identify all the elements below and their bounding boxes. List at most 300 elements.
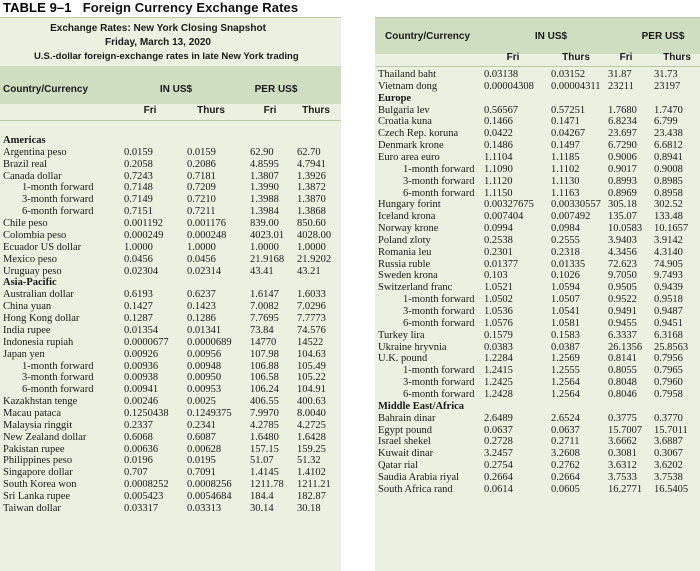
per-usd-fri: 7.7695 <box>250 313 279 325</box>
currency-name: Taiwan dollar <box>3 502 61 514</box>
per-usd-thurs: 23197 <box>654 80 681 92</box>
table-row <box>0 420 341 432</box>
currency-name: 3-month forward <box>403 306 475 317</box>
currency-name: Vietnam dong <box>378 80 438 92</box>
per-usd-thurs: 6.799 <box>654 116 678 128</box>
per-usd-thurs: 1.3926 <box>297 170 326 182</box>
per-usd-thurs: 10.1657 <box>654 223 689 235</box>
in-usd-thurs: 1.2564 <box>551 388 580 400</box>
table-row <box>375 105 700 117</box>
table-row <box>0 230 341 242</box>
in-usd-thurs: 0.0195 <box>187 455 216 467</box>
per-usd-thurs: 104.91 <box>297 384 326 396</box>
table-row <box>375 140 700 152</box>
per-usd-fri: 0.3775 <box>608 412 637 424</box>
currency-name: Brazil real <box>3 158 48 170</box>
currency-name: 6-month forward <box>403 317 475 329</box>
section-header <box>0 277 341 289</box>
table-row <box>375 247 700 259</box>
currency-name: Macau pataca <box>3 408 62 419</box>
left-header-in-usd: IN US$ <box>159 84 193 95</box>
in-usd-fri: 0.02304 <box>124 265 159 277</box>
per-usd-fri: 0.8055 <box>608 365 637 377</box>
per-usd-fri: 51.07 <box>250 455 274 467</box>
in-usd-fri: 0.01377 <box>484 258 519 270</box>
per-usd-thurs: 0.8985 <box>654 175 683 187</box>
per-usd-thurs: 4028.00 <box>297 229 332 241</box>
per-usd-thurs: 104.63 <box>297 348 326 360</box>
in-usd-thurs: 0.2086 <box>187 158 216 170</box>
in-usd-fri: 1.2425 <box>484 377 513 389</box>
table-row <box>0 289 341 301</box>
currency-name: 3-month forward <box>22 372 94 384</box>
in-usd-fri: 0.0614 <box>484 483 513 495</box>
in-usd-fri: 1.2284 <box>484 353 513 365</box>
per-usd-thurs: 0.9487 <box>654 306 683 317</box>
table-heading: Foreign Currency Exchange Rates <box>82 0 299 15</box>
table-row <box>375 436 700 448</box>
in-usd-thurs: 0.7209 <box>187 182 216 194</box>
per-usd-fri: 1211.78 <box>250 479 284 491</box>
in-usd-thurs: 1.0541 <box>551 306 580 317</box>
table-row <box>0 349 341 361</box>
in-usd-fri: 0.2337 <box>124 419 153 431</box>
per-usd-fri: 4.3456 <box>608 246 637 258</box>
in-usd-fri: 0.7149 <box>124 194 153 206</box>
in-usd-fri: 0.01354 <box>124 324 159 336</box>
in-usd-fri: 0.2538 <box>484 234 513 246</box>
per-usd-thurs: 0.8958 <box>654 187 683 199</box>
per-usd-fri: 21.9168 <box>250 253 285 265</box>
in-usd-thurs: 1.1163 <box>551 187 580 199</box>
in-usd-thurs: 1.2555 <box>551 365 580 377</box>
per-usd-thurs: 1.3870 <box>297 194 326 206</box>
currency-name: Ecuador US dollar <box>3 241 82 253</box>
in-usd-fri: 1.0536 <box>484 306 513 317</box>
per-usd-fri: 23.697 <box>608 128 637 140</box>
in-usd-thurs: 0.2711 <box>551 436 580 448</box>
in-usd-fri: 1.2428 <box>484 388 513 400</box>
per-usd-thurs: 51.32 <box>297 455 321 467</box>
in-usd-thurs: 0.007492 <box>551 211 591 223</box>
in-usd-thurs: 0.0025 <box>187 396 216 408</box>
in-usd-thurs: 0.0000689 <box>187 336 232 348</box>
right-header-in-thurs: Thurs <box>562 52 590 63</box>
in-usd-thurs: 0.2664 <box>551 471 580 483</box>
per-usd-thurs: 850.60 <box>297 218 326 230</box>
in-usd-fri: 0.7148 <box>124 182 153 194</box>
left-header-rule <box>0 120 341 121</box>
in-usd-fri: 0.00636 <box>124 443 159 455</box>
currency-name: 3-month forward <box>22 194 94 206</box>
per-usd-thurs: 1.6033 <box>297 289 326 301</box>
table-row <box>375 318 700 330</box>
table-row <box>0 147 341 159</box>
in-usd-fri: 0.007404 <box>484 211 524 223</box>
in-usd-thurs: 0.7181 <box>187 170 216 182</box>
in-usd-thurs: 0.1286 <box>187 313 216 325</box>
in-usd-fri: 1.0521 <box>484 282 513 294</box>
table-row <box>0 491 341 503</box>
right-header-per-usd: PER US$ <box>641 31 685 42</box>
in-usd-fri: 0.0456 <box>124 253 153 265</box>
per-usd-thurs: 105.49 <box>297 360 326 372</box>
currency-name: Euro area euro <box>378 151 440 163</box>
table-row <box>375 472 700 484</box>
per-usd-fri: 106.58 <box>250 372 279 384</box>
in-usd-fri: 0.00327675 <box>484 199 534 211</box>
in-usd-fri: 0.2754 <box>484 460 513 472</box>
in-usd-fri: 0.00936 <box>124 360 159 372</box>
per-usd-thurs: 133.48 <box>654 211 683 223</box>
currency-name: South Korea won <box>3 479 77 491</box>
caption-line-2: Friday, March 13, 2020 <box>105 37 211 48</box>
in-usd-thurs: 2.6524 <box>551 412 580 424</box>
in-usd-thurs: 3.2608 <box>551 448 580 460</box>
per-usd-thurs: 302.52 <box>654 199 683 211</box>
currency-name: 6-month forward <box>403 388 475 400</box>
in-usd-thurs: 0.00628 <box>187 443 222 455</box>
table-row <box>0 337 341 349</box>
per-usd-fri: 0.9505 <box>608 282 637 294</box>
left-header-per-thurs: Thurs <box>302 105 330 116</box>
per-usd-fri: 1.3988 <box>250 194 279 206</box>
currency-name: 3-month forward <box>403 377 475 389</box>
per-usd-thurs: 30.18 <box>297 502 321 514</box>
in-usd-thurs: 0.6087 <box>187 431 216 443</box>
in-usd-thurs: 0.0054684 <box>187 491 232 503</box>
currency-name: Bahrain dinar <box>378 412 436 424</box>
in-usd-thurs: 1.2569 <box>551 353 580 365</box>
table-row <box>0 408 341 420</box>
right-header-per-fri: Fri <box>619 52 633 63</box>
in-usd-fri: 1.0576 <box>484 317 513 329</box>
currency-name: Croatia kuna <box>378 116 432 128</box>
in-usd-fri: 0.2058 <box>124 158 153 170</box>
per-usd-fri: 184.4 <box>250 491 274 503</box>
per-usd-thurs: 0.9518 <box>654 294 683 306</box>
currency-name: Philippines peso <box>3 455 73 467</box>
currency-name: 1-month forward <box>22 182 94 194</box>
in-usd-fri: 0.00938 <box>124 372 159 384</box>
per-usd-thurs: 23.438 <box>654 128 683 140</box>
per-usd-thurs: 25.8563 <box>654 341 689 353</box>
in-usd-fri: 1.1104 <box>484 151 513 163</box>
in-usd-fri: 1.0502 <box>484 294 513 306</box>
in-usd-fri: 2.6489 <box>484 412 513 424</box>
right-header-per-thurs: Thurs <box>663 52 691 63</box>
table-row <box>0 503 341 515</box>
per-usd-thurs: 8.0040 <box>297 408 326 419</box>
in-usd-thurs: 0.1249375 <box>187 408 232 419</box>
per-usd-fri: 4023.01 <box>250 229 285 241</box>
left-table-panel <box>0 17 341 571</box>
per-usd-fri: 406.55 <box>250 396 279 408</box>
currency-name: 1-month forward <box>403 163 475 175</box>
in-usd-thurs: 1.0507 <box>551 294 580 306</box>
table-row <box>0 206 341 218</box>
in-usd-thurs: 0.2555 <box>551 234 580 246</box>
per-usd-thurs: 0.8941 <box>654 151 683 163</box>
per-usd-fri: 31.87 <box>608 69 632 80</box>
table-row <box>0 455 341 467</box>
section-label: Middle East/Africa <box>378 400 465 412</box>
in-usd-fri: 0.7243 <box>124 170 153 182</box>
currency-name: 6-month forward <box>403 187 475 199</box>
per-usd-thurs: 31.73 <box>654 69 678 80</box>
in-usd-fri: 0.0422 <box>484 128 513 140</box>
per-usd-fri: 0.8141 <box>608 353 637 365</box>
table-row <box>375 448 700 460</box>
table-row <box>0 194 341 206</box>
per-usd-fri: 9.7050 <box>608 270 637 282</box>
currency-name: Hungary forint <box>378 199 441 211</box>
per-usd-fri: 107.98 <box>250 348 279 360</box>
per-usd-thurs: 4.7941 <box>297 158 326 170</box>
caption-line-3: U.S.-dollar foreign-exchange rates in late New York trading <box>34 51 299 62</box>
per-usd-fri: 6.8234 <box>608 116 637 128</box>
table-row <box>375 306 700 318</box>
in-usd-fri: 0.56567 <box>484 104 519 116</box>
in-usd-thurs: 0.0159 <box>187 146 216 158</box>
currency-name: China yuan <box>3 301 52 313</box>
in-usd-thurs: 0.04267 <box>551 128 586 140</box>
table-row <box>0 182 341 194</box>
per-usd-fri: 106.88 <box>250 360 279 372</box>
per-usd-fri: 26.1356 <box>608 341 643 353</box>
table-row <box>0 384 341 396</box>
per-usd-fri: 7.9970 <box>250 408 279 419</box>
currency-name: Argentina peso <box>3 146 67 158</box>
in-usd-fri: 0.2301 <box>484 246 513 258</box>
currency-name: Denmark krone <box>378 140 444 152</box>
per-usd-fri: 6.3337 <box>608 329 637 341</box>
currency-name: U.K. pound <box>378 353 428 365</box>
per-usd-thurs: 74.576 <box>297 324 326 336</box>
currency-name: Singapore dollar <box>3 467 73 479</box>
in-usd-thurs: 0.6237 <box>187 289 216 301</box>
per-usd-fri: 10.0583 <box>608 223 643 235</box>
in-usd-fri: 0.00926 <box>124 348 159 360</box>
in-usd-fri: 0.0383 <box>484 341 513 353</box>
in-usd-thurs: 1.1130 <box>551 175 580 187</box>
per-usd-fri: 0.9017 <box>608 163 637 175</box>
currency-name: Saudia Arabia riyal <box>378 471 460 483</box>
currency-name: Turkey lira <box>378 329 425 341</box>
in-usd-thurs: 0.000248 <box>187 229 227 241</box>
table-row <box>375 223 700 235</box>
per-usd-fri: 1.3990 <box>250 182 279 194</box>
per-usd-fri: 1.6147 <box>250 289 279 301</box>
per-usd-thurs: 0.7960 <box>654 377 683 389</box>
table-row <box>375 199 700 211</box>
table-row <box>0 432 341 444</box>
in-usd-fri: 0.0159 <box>124 146 153 158</box>
currency-name: Sweden krona <box>378 270 438 282</box>
per-usd-fri: 3.9403 <box>608 234 637 246</box>
table-row <box>375 342 700 354</box>
table-row <box>375 235 700 247</box>
table-row <box>375 188 700 200</box>
in-usd-thurs: 0.57251 <box>551 104 586 116</box>
per-usd-thurs: 3.7538 <box>654 471 683 483</box>
table-row <box>375 81 700 93</box>
currency-name: Mexico peso <box>3 253 57 265</box>
per-usd-thurs: 1.4102 <box>297 467 326 479</box>
in-usd-thurs: 0.001176 <box>187 218 226 230</box>
left-header-per-fri: Fri <box>263 105 277 116</box>
table-row <box>0 242 341 254</box>
in-usd-fri: 0.005423 <box>124 491 164 503</box>
per-usd-thurs: 3.6887 <box>654 436 683 448</box>
currency-name: Switzerland franc <box>378 282 453 294</box>
currency-name: Norway krone <box>378 223 439 235</box>
in-usd-thurs: 0.2341 <box>187 419 216 431</box>
in-usd-fri: 0.03138 <box>484 69 519 80</box>
table-row <box>375 353 700 365</box>
per-usd-fri: 43.41 <box>250 265 274 277</box>
in-usd-fri: 0.1427 <box>124 301 153 313</box>
table-row <box>375 116 700 128</box>
left-header-per-usd: PER US$ <box>254 84 298 95</box>
table-row <box>0 266 341 278</box>
in-usd-fri: 0.103 <box>484 270 508 282</box>
table-row <box>375 69 700 81</box>
per-usd-thurs: 1211.21 <box>297 479 331 491</box>
in-usd-thurs: 0.0637 <box>551 424 580 436</box>
currency-name: 3-month forward <box>403 175 475 187</box>
per-usd-thurs: 14522 <box>297 336 324 348</box>
per-usd-fri: 3.6662 <box>608 436 637 448</box>
table-row <box>0 254 341 266</box>
currency-name: Poland zloty <box>378 234 431 246</box>
currency-name: Uruguay peso <box>3 265 62 277</box>
per-usd-fri: 0.8048 <box>608 377 637 389</box>
in-usd-fri: 0.6068 <box>124 431 153 443</box>
in-usd-fri: 0.00941 <box>124 384 159 396</box>
per-usd-fri: 0.9455 <box>608 317 637 329</box>
per-usd-fri: 14770 <box>250 336 277 348</box>
per-usd-thurs: 105.22 <box>297 372 326 384</box>
in-usd-fri: 0.7151 <box>124 206 153 218</box>
in-usd-thurs: 0.01341 <box>187 324 222 336</box>
in-usd-thurs: 0.7210 <box>187 194 216 206</box>
right-header-country: Country/Currency <box>385 31 471 42</box>
in-usd-thurs: 1.1185 <box>551 151 580 163</box>
per-usd-fri: 0.9006 <box>608 151 637 163</box>
currency-name: Kuwait dinar <box>378 448 434 460</box>
table-row <box>0 396 341 408</box>
per-usd-thurs: 0.9008 <box>654 163 683 175</box>
per-usd-fri: 0.3081 <box>608 448 637 460</box>
currency-name: 6-month forward <box>22 384 94 396</box>
in-usd-fri: 0.03317 <box>124 502 159 514</box>
in-usd-fri: 1.0000 <box>124 241 153 253</box>
per-usd-thurs: 0.7958 <box>654 388 683 400</box>
table-row <box>375 413 700 425</box>
per-usd-thurs: 6.6812 <box>654 140 683 152</box>
per-usd-fri: 3.7533 <box>608 471 637 483</box>
per-usd-fri: 1.0000 <box>250 241 279 253</box>
currency-name: Bulgaria lev <box>378 104 430 116</box>
in-usd-fri: 0.0994 <box>484 223 513 235</box>
per-usd-fri: 0.8993 <box>608 175 637 187</box>
table-row <box>0 171 341 183</box>
per-usd-fri: 0.8046 <box>608 388 637 400</box>
currency-name: 6-month forward <box>22 206 94 218</box>
per-usd-fri: 305.18 <box>608 199 637 211</box>
in-usd-thurs: 0.00004311 <box>551 80 601 92</box>
in-usd-thurs: 0.1026 <box>551 270 580 282</box>
table-row <box>375 365 700 377</box>
per-usd-fri: 4.8595 <box>250 158 279 170</box>
per-usd-fri: 7.0082 <box>250 301 279 313</box>
in-usd-thurs: 1.0594 <box>551 282 580 294</box>
per-usd-thurs: 3.9142 <box>654 234 683 246</box>
currency-name: Malaysia ringgit <box>3 419 73 431</box>
in-usd-fri: 0.1287 <box>124 313 153 325</box>
in-usd-thurs: 0.01335 <box>551 258 586 270</box>
per-usd-thurs: 0.3067 <box>654 448 683 460</box>
table-number: TABLE 9–1 <box>3 0 72 15</box>
right-header-in-usd: IN US$ <box>534 31 568 42</box>
currency-name: Colombia peso <box>3 229 67 241</box>
right-header-rule <box>375 66 700 67</box>
per-usd-fri: 1.6480 <box>250 431 279 443</box>
currency-name: Sri Lanka rupee <box>3 491 71 503</box>
currency-name: Israel shekel <box>378 436 431 448</box>
in-usd-fri: 0.6193 <box>124 289 153 301</box>
in-usd-thurs: 0.00950 <box>187 372 222 384</box>
in-usd-thurs: 1.2564 <box>551 377 580 389</box>
table-row <box>0 325 341 337</box>
currency-name: Czech Rep. koruna <box>378 128 459 140</box>
in-usd-fri: 0.00004308 <box>484 80 534 92</box>
table-row <box>375 164 700 176</box>
per-usd-thurs: 0.7965 <box>654 365 683 377</box>
right-header-in-fri: Fri <box>506 52 520 63</box>
per-usd-thurs: 74.905 <box>654 258 683 270</box>
currency-name: South Africa rand <box>378 483 453 495</box>
in-usd-fri: 1.1090 <box>484 163 513 175</box>
table-row <box>0 479 341 491</box>
in-usd-fri: 0.707 <box>124 467 148 479</box>
currency-name: Australian dollar <box>3 289 74 301</box>
in-usd-thurs: 0.1423 <box>187 301 216 313</box>
in-usd-fri: 0.2728 <box>484 436 513 448</box>
per-usd-thurs: 4.2725 <box>297 419 326 431</box>
per-usd-thurs: 4.3140 <box>654 246 683 258</box>
in-usd-thurs: 0.0456 <box>187 253 216 265</box>
in-usd-thurs: 0.2762 <box>551 460 580 472</box>
per-usd-fri: 72.623 <box>608 258 637 270</box>
per-usd-thurs: 1.3868 <box>297 206 326 218</box>
in-usd-fri: 1.1150 <box>484 187 513 199</box>
per-usd-thurs: 6.3168 <box>654 329 683 341</box>
in-usd-fri: 0.0196 <box>124 455 153 467</box>
in-usd-thurs: 1.0000 <box>187 241 216 253</box>
per-usd-fri: 106.24 <box>250 384 279 396</box>
per-usd-fri: 6.7290 <box>608 140 637 152</box>
table-row <box>0 218 341 230</box>
in-usd-fri: 0.001192 <box>124 218 163 230</box>
per-usd-fri: 23211 <box>608 80 634 92</box>
in-usd-fri: 0.1466 <box>484 116 513 128</box>
currency-name: Kazakhstan tenge <box>3 396 78 408</box>
table-row <box>375 270 700 282</box>
per-usd-thurs: 62.70 <box>297 146 321 158</box>
currency-name: Hong Kong dollar <box>3 313 80 325</box>
